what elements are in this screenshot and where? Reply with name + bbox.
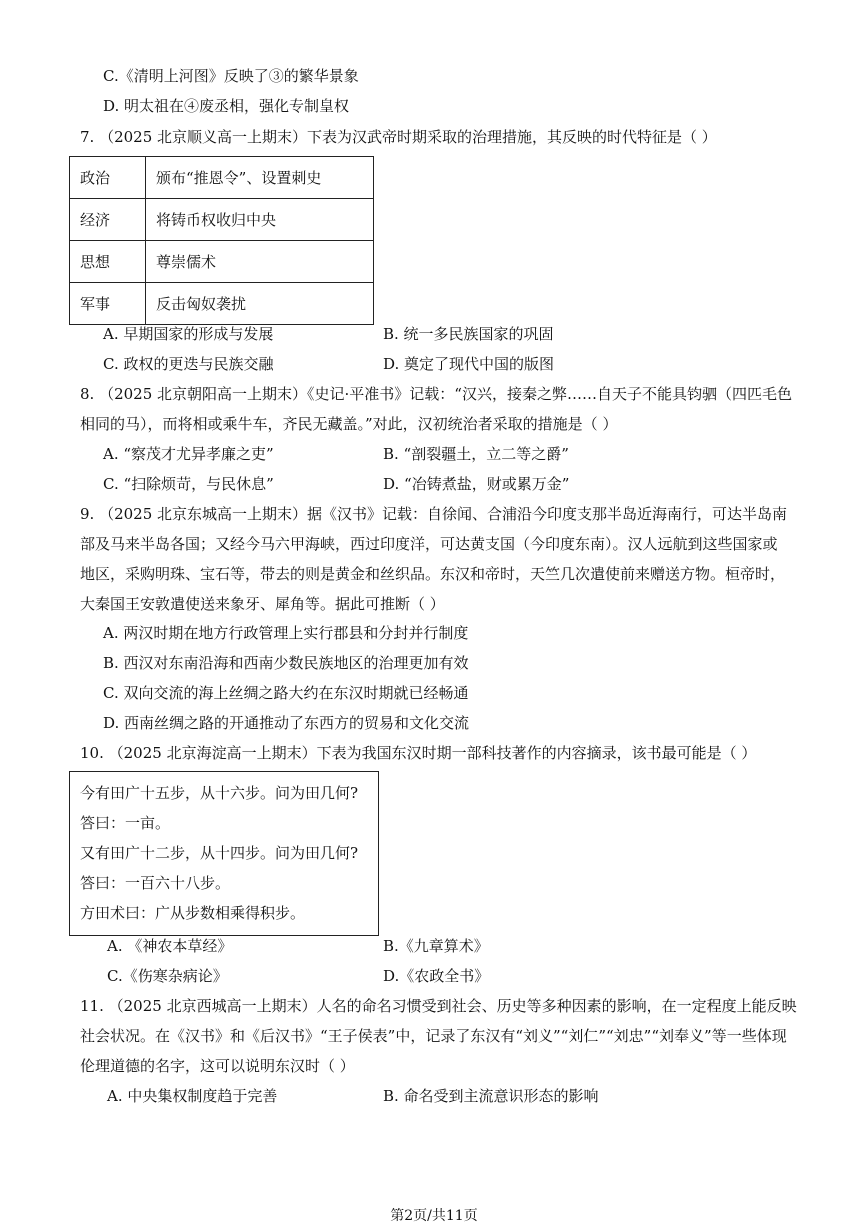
page-number: 第2页/共11页 — [390, 1208, 478, 1224]
question-10-stem: 10. （2025 北京海淀高一上期末）下表为我国东汉时期一部科技著作的内容摘录，该书最可能是（ ） — [80, 744, 757, 762]
table-cell-measure: 颁布“推恩令”、设置刺史 — [146, 157, 374, 199]
question-9-line-1: 9. （2025 北京东城高一上期末）据《汉书》记载：自徐闻、合浦沿今印度支那半岛近海南行，可达半岛南 — [80, 505, 788, 523]
option-b: B.《九章算术》 — [383, 937, 489, 955]
table-row — [70, 241, 374, 283]
table-cell-measure: 将铸币权收归中央 — [146, 199, 374, 241]
option-c: C. 双向交流的海上丝绸之路大约在东汉时期就已经畅通 — [103, 684, 469, 702]
option-b: B. “剖裂疆土，立二等之爵” — [383, 445, 569, 463]
table-row — [70, 283, 374, 325]
question-10-excerpt-box — [69, 771, 379, 936]
option-b: B. 命名受到主流意识形态的影响 — [383, 1087, 599, 1105]
question-11-line-1: 11. （2025 北京西城高一上期末）人名的命名习惯受到社会、历史等多种因素的影响，在一定程度上能反映 — [80, 997, 797, 1015]
excerpt-line: 又有田广十二步，从十四步。问为田几何? — [80, 844, 359, 862]
option-a: A. 早期国家的形成与发展 — [103, 325, 274, 343]
table-cell-category: 思想 — [70, 241, 146, 283]
option-d: D. 西南丝绸之路的开通推动了东西方的贸易和文化交流 — [103, 714, 470, 732]
table-row — [70, 157, 374, 199]
option-b: B. 统一多民族国家的巩固 — [383, 325, 554, 343]
excerpt-line: 方田术曰：广从步数相乘得积步。 — [80, 904, 306, 922]
option-d: D. “冶铸煮盐，财或累万金” — [383, 475, 570, 493]
question-9-line-3: 地区，采购明珠、宝石等，带去的则是黄金和丝织品。东汉和帝时，天竺几次遣使前来赠送方物。桓帝时， — [80, 565, 786, 583]
option-a: A. 《神农本草经》 — [107, 937, 233, 955]
question-11-line-2: 社会状况。在《汉书》和《后汉书》“王子侯表”中，记录了东汉有“刘义”“刘仁”“刘忠”“刘奉义”等一些体现 — [80, 1027, 787, 1045]
option-d: D.《农政全书》 — [383, 967, 490, 985]
option-c: C.《伤寒杂病论》 — [107, 967, 228, 985]
excerpt-line: 答曰：一亩。 — [80, 814, 171, 832]
table-cell-measure: 尊崇儒术 — [146, 241, 374, 283]
table-cell-category: 经济 — [70, 199, 146, 241]
table-cell-category: 军事 — [70, 283, 146, 325]
question-8-line-1: 8. （2025 北京朝阳高一上期末）《史记·平准书》记载：“汉兴，接秦之弊……自天子不能具钧驷（四匹毛色 — [80, 385, 792, 403]
option-d: D. 奠定了现代中国的版图 — [383, 355, 555, 373]
option-c: C. 政权的更迭与民族交融 — [103, 355, 274, 373]
question-9-line-2: 部及马来半岛各国；又经今马六甲海峡，西过印度洋，可达黄支国（今印度东南）。汉人远航到这些国家或 — [80, 535, 778, 553]
excerpt-line: 答曰：一百六十八步。 — [80, 874, 231, 892]
option-a: A. 中央集权制度趋于完善 — [107, 1087, 278, 1105]
option-a: A. “察茂才尤异孝廉之吏” — [103, 445, 274, 463]
excerpt-line: 今有田广十五步，从十六步。问为田几何? — [80, 784, 359, 802]
option-b: B. 西汉对东南沿海和西南少数民族地区的治理更加有效 — [103, 654, 469, 672]
table-cell-measure: 反击匈奴袭扰 — [146, 283, 374, 325]
option-c: C. “扫除烦苛，与民休息” — [103, 475, 274, 493]
question-11-line-3: 伦理道德的名字，这可以说明东汉时（ ） — [80, 1057, 355, 1075]
table-row — [70, 199, 374, 241]
question-8-line-2: 相同的马），而将相或乘牛车，齐民无藏盖。”对此，汉初统治者采取的措施是（ ） — [80, 415, 618, 433]
question-9-line-4: 大秦国王安敦遣使送来象牙、犀角等。据此可推断（ ） — [80, 595, 445, 613]
option-a: A. 两汉时期在地方行政管理上实行郡县和分封并行制度 — [103, 624, 469, 642]
question-7-table — [69, 156, 374, 325]
table-cell-category: 政治 — [70, 157, 146, 199]
question-7-stem: 7. （2025 北京顺义高一上期末）下表为汉武帝时期采取的治理措施，其反映的时代特征是（ ） — [80, 128, 717, 146]
option-d: D. 明太祖在④废丞相，强化专制皇权 — [103, 97, 350, 115]
option-c: C.《清明上河图》反映了③的繁华景象 — [103, 67, 359, 85]
